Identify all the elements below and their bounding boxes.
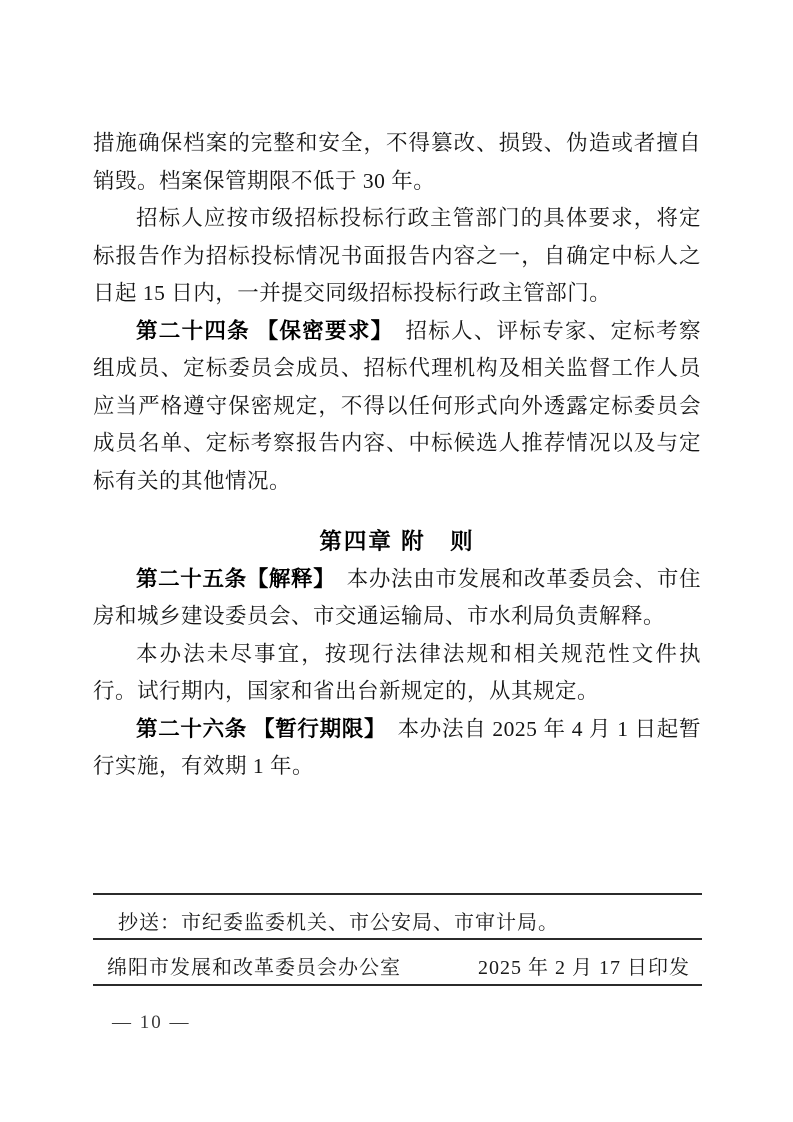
page-number: — 10 —: [112, 1012, 191, 1033]
chapter-heading: [93, 523, 701, 561]
document-body: [93, 125, 701, 786]
paragraph-text: 本办法自 2025 年 4 月 1 日起暂行实施，有效期 1 年。: [93, 716, 701, 778]
footer-cc-row: [93, 893, 702, 938]
article-label: 第二十六条 【暂行期限】: [136, 716, 376, 741]
paragraph: [93, 636, 701, 711]
paragraph-text: 本办法由市发展和改革委员会、市住房和城乡建设委员会、市交通运输局、市水利局负责解释。: [93, 566, 701, 628]
article-label: 第二十四条 【保密要求】: [136, 318, 383, 343]
footer-bottom-rule: [93, 984, 702, 986]
article-label: 第二十五条【解释】: [136, 566, 325, 591]
paragraph-text: 本办法未尽事宜，按现行法律法规和相关规范性文件执行。试行期内，国家和省出台新规定的，从其规定。: [93, 641, 701, 703]
paragraph: [93, 711, 701, 786]
paragraph: [93, 200, 701, 313]
footer-issue-row: [93, 938, 702, 984]
cc-line: 抄送：市纪委监委机关、市公安局、市审计局。: [118, 912, 559, 934]
issue-date: 2025 年 2 月 17 日印发: [478, 956, 690, 979]
footer-block: [93, 893, 702, 986]
issuer: 绵阳市发展和改革委员会办公室: [107, 956, 401, 979]
paragraph: [93, 313, 701, 501]
paragraph-text: 措施确保档案的完整和安全，不得篡改、损毁、伪造或者擅自销毁。档案保管期限不低于 30 年。: [93, 131, 701, 193]
paragraph-text: 招标人应按市级招标投标行政主管部门的具体要求，将定标报告作为招标投标情况书面报告内容之一，自确定中标人之日起 15 日内，一并提交同级招标投标行政主管部门。: [93, 206, 701, 305]
paragraph: [93, 125, 701, 200]
paragraph-text: 招标人、评标专家、定标考察组成员、定标委员会成员、招标代理机构及相关监督工作人员应当严格遵守保密规定，不得以任何形式向外透露定标委员会成员名单、定标考察报告内容、中标候选人推荐情况以及与定标有关的其他情况。: [93, 318, 701, 493]
paragraph: [93, 561, 701, 636]
article-label: 第四章 附 则: [319, 529, 475, 554]
